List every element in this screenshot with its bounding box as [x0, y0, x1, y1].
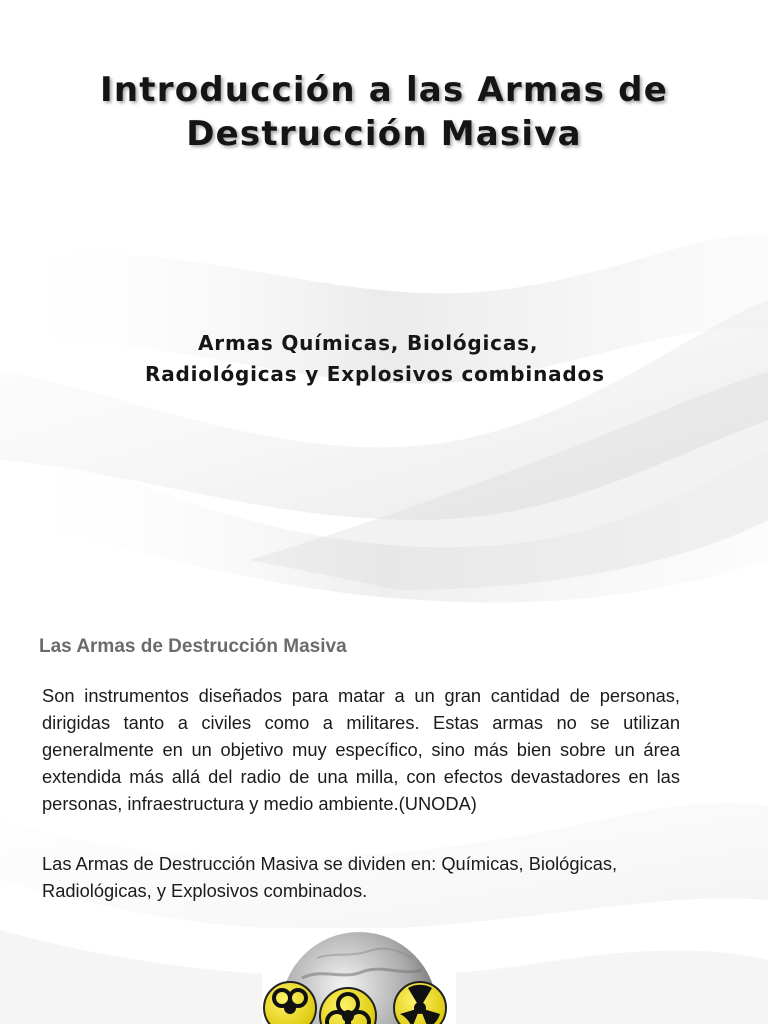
biohazard-globe-icon — [262, 928, 456, 1024]
paragraph-definition: Son instrumentos diseñados para matar a un gran cantidad de personas, dirigidas tanto a civiles como a militares. Estas armas no se utilizan generalmente en un objetivo muy específico, sino más bien sobre un área extendida más allá del radio de una milla, con efectos devastadores en las personas, infraestructura y medio ambiente.(UNODA) — [42, 685, 680, 814]
subtitle-line-1: Armas Químicas, Biológicas, — [198, 331, 539, 355]
section-heading: Las Armas de Destrucción Masiva — [39, 636, 347, 657]
slide-title: Introducción a las Armas de Destrucción Masiva — [100, 70, 668, 154]
hazard-symbol-right — [394, 982, 446, 1024]
subtitle-line-2: Radiológicas y Explosivos combinados — [145, 362, 605, 386]
slide-subtitle — [110, 328, 700, 390]
hazard-symbol-left — [264, 982, 316, 1024]
paragraph-classification: Las Armas de Destrucción Masiva se dividen en: Químicas, Biológicas, Radiológicas, y Explosivos combinados. — [42, 853, 618, 901]
